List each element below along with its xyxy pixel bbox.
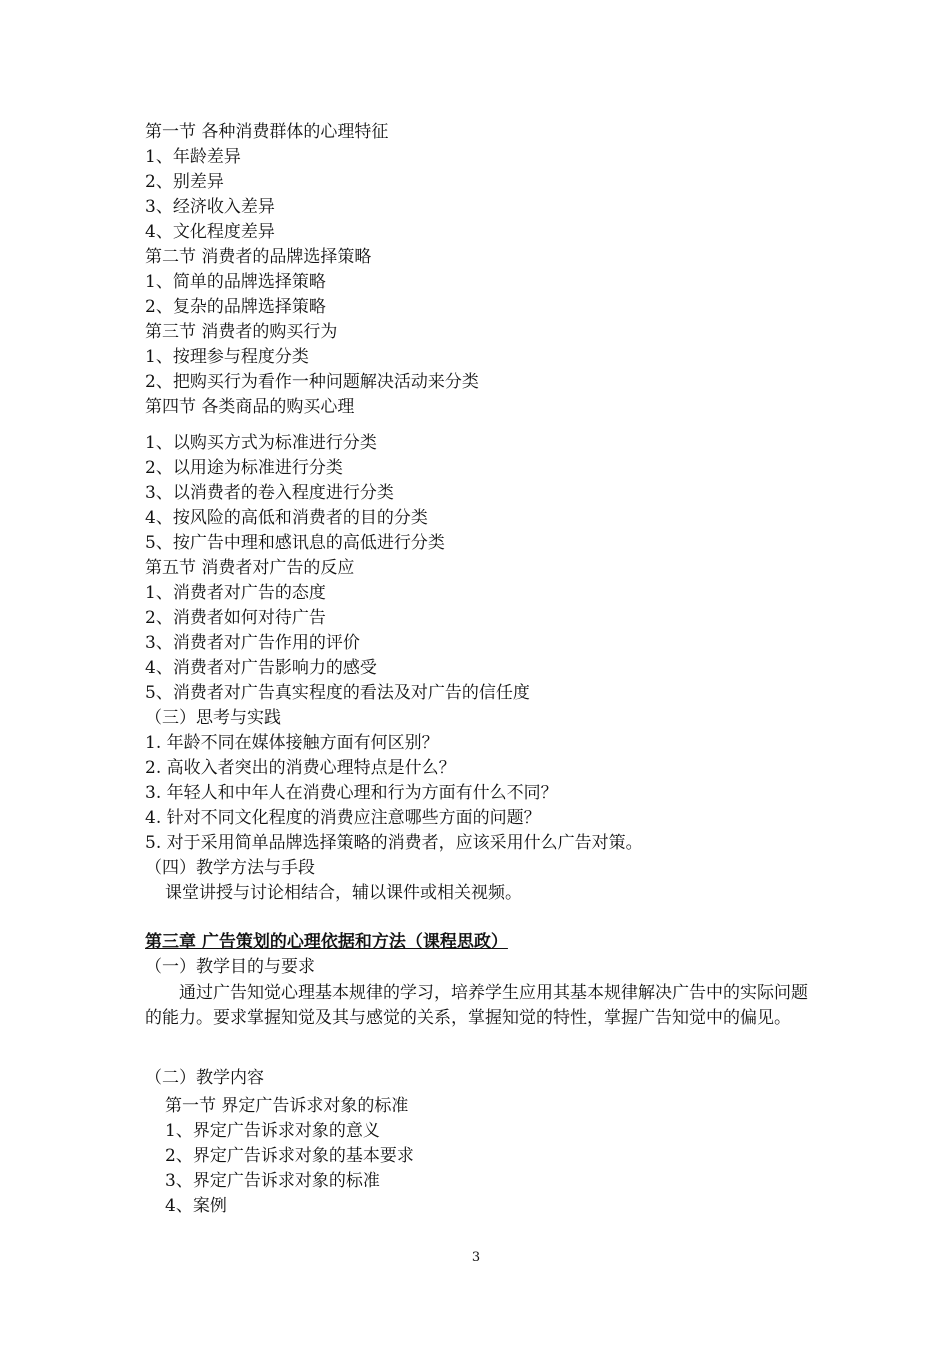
list-item: 4、文化程度差异 [145,222,275,242]
subsection-heading: （四）教学方法与手段 [145,858,315,878]
subsection-heading: （三）思考与实践 [145,708,281,728]
list-item: 2、消费者如何对待广告 [145,608,326,628]
subsection-heading: （二）教学内容 [145,1068,264,1088]
question-item: 1. 年龄不同在媒体接触方面有何区别？ [145,733,439,753]
section-heading: 第一节 界定广告诉求对象的标准 [165,1096,409,1116]
chapter-title: 第三章 广告策划的心理依据和方法（课程思政） [145,932,508,952]
list-item: 2、界定广告诉求对象的基本要求 [165,1146,414,1166]
section-heading: 第一节 各种消费群体的心理特征 [145,122,389,142]
list-item: 1、消费者对广告的态度 [145,583,326,603]
section-heading: 第三节 消费者的购买行为 [145,322,338,342]
paragraph-text: 课堂讲授与讨论相结合，辅以课件或相关视频。 [165,883,522,903]
list-item: 3、以消费者的卷入程度进行分类 [145,483,394,503]
list-item: 1、以购买方式为标准进行分类 [145,433,377,453]
list-item: 4、消费者对广告影响力的感受 [145,658,377,678]
subsection-heading: （一）教学目的与要求 [145,957,315,977]
list-item: 1、简单的品牌选择策略 [145,272,326,292]
list-item: 5、消费者对广告真实程度的看法及对广告的信任度 [145,683,530,703]
section-heading: 第二节 消费者的品牌选择策略 [145,247,372,267]
list-item: 4、案例 [165,1196,227,1216]
list-item: 1、界定广告诉求对象的意义 [165,1121,380,1141]
list-item: 1、年龄差异 [145,147,241,167]
list-item: 1、按理参与程度分类 [145,347,309,367]
question-item: 4. 针对不同文化程度的消费应注意哪些方面的问题？ [145,808,541,828]
list-item: 2、别差异 [145,172,224,192]
section-heading: 第四节 各类商品的购买心理 [145,397,355,417]
paragraph-text: 通过广告知觉心理基本规律的学习，培养学生应用其基本规律解决广告中的实际问题的能力。要求掌握知觉及其与感觉的关系，掌握知觉的特性，掌握广告知觉中的偏见。 [145,983,808,1028]
list-item: 2、以用途为标准进行分类 [145,458,343,478]
list-item: 2、复杂的品牌选择策略 [145,297,326,317]
list-item: 3、经济收入差异 [145,197,275,217]
question-item: 2. 高收入者突出的消费心理特点是什么？ [145,758,456,778]
question-item: 5. 对于采用简单品牌选择策略的消费者，应该采用什么广告对策。 [145,833,643,853]
list-item: 3、消费者对广告作用的评价 [145,633,360,653]
list-item: 2、把购买行为看作一种问题解决活动来分类 [145,372,479,392]
list-item: 5、按广告中理和感讯息的高低进行分类 [145,533,445,553]
list-item: 4、按风险的高低和消费者的目的分类 [145,508,428,528]
list-item: 3、界定广告诉求对象的标准 [165,1171,380,1191]
section-heading: 第五节 消费者对广告的反应 [145,558,355,578]
page-number: 3 [471,1250,481,1265]
question-item: 3. 年轻人和中年人在消费心理和行为方面有什么不同？ [145,783,558,803]
